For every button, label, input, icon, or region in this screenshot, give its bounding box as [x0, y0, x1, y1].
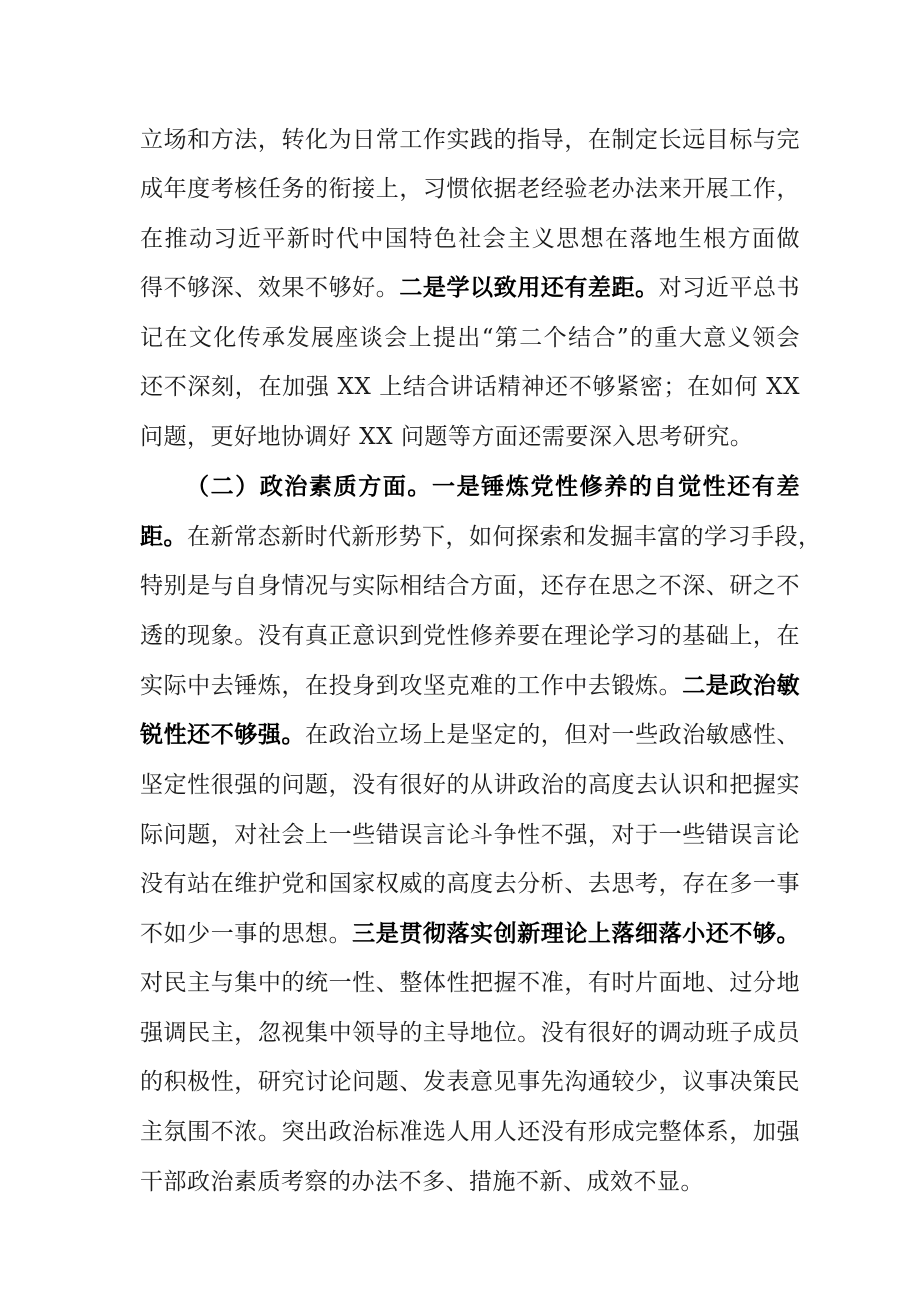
bold-heading-text: 二是政治敏 — [682, 673, 801, 699]
bold-heading-text: 距。 — [140, 524, 187, 550]
text-line — [140, 566, 800, 606]
body-text: 问题，更好地协调好 XX 问题等方面还需要深入思考研究。 — [140, 424, 754, 450]
body-text: 特别是与自身情况与实际相结合方面，还存在思之不深、研之不 — [140, 573, 800, 599]
body-text: 不如少一事的思想。 — [140, 921, 353, 947]
body-text: 还不深刻，在加强 XX 上结合讲话精神还不够紧密；在如何 XX — [140, 374, 800, 400]
body-text: 在推动习近平新时代中国特色社会主义思想在落地生根方面做 — [140, 226, 800, 252]
text-line — [140, 169, 800, 209]
bold-heading-text: 三是贯彻落实创新理论上落细落小还不够。 — [352, 921, 801, 947]
text-line — [186, 467, 800, 507]
body-text: 立场和方法，转化为日常工作实践的指导，在制定长远目标与完 — [140, 127, 800, 153]
body-text: 干部政治素质考察的办法不多、措施不新、成效不显。 — [140, 1169, 704, 1195]
text-line — [140, 715, 800, 755]
text-line — [140, 318, 800, 358]
text-line — [140, 517, 822, 557]
body-text: 对民主与集中的统一性、整体性把握不准，有时片面地、过分地 — [140, 970, 800, 996]
bold-heading-text: （二）政治素质方面。一是锤炼党性修养的自觉性还有差 — [186, 474, 800, 500]
text-line — [140, 616, 800, 656]
text-line — [140, 914, 800, 954]
body-text: 主氛围不浓。突出政治标准选人用人还没有形成完整体系，加强 — [140, 1119, 800, 1145]
body-text: 的积极性，研究讨论问题、发表意见事先沟通较少，议事决策民 — [140, 1069, 800, 1095]
body-text: 成年度考核任务的衔接上，习惯依据老经验老办法来开展工作， — [140, 176, 800, 202]
body-text: 际问题，对社会上一些错误言论斗争性不强，对于一些错误言论 — [140, 822, 800, 848]
text-line — [140, 963, 800, 1003]
text-line — [140, 1112, 800, 1152]
text-line — [140, 367, 800, 407]
body-text: 透的现象。没有真正意识到党性修养要在理论学习的基础上，在 — [140, 623, 800, 649]
text-line — [140, 268, 800, 308]
body-text: 坚定性很强的问题，没有很好的从讲政治的高度去认识和把握实 — [140, 772, 800, 798]
text-line — [140, 1162, 800, 1202]
body-text: 没有站在维护党和国家权威的高度去分析、去思考，存在多一事 — [140, 871, 800, 897]
text-line — [140, 120, 800, 160]
body-text: 在新常态新时代新形势下，如何探索和发掘丰富的学习手段， — [187, 524, 822, 550]
body-text: 在政治立场上是坚定的，但对一些政治敏感性、 — [305, 722, 801, 748]
text-line — [140, 666, 800, 706]
body-text: 对习近平总书 — [658, 275, 801, 301]
text-line — [140, 1062, 800, 1102]
bold-heading-text: 锐性还不够强。 — [140, 722, 306, 748]
body-text: 强调民主，忽视集中领导的主导地位。没有很好的调动班子成员 — [140, 1020, 800, 1046]
text-line — [140, 864, 800, 904]
bold-heading-text: 二是学以致用还有差距。 — [399, 275, 659, 301]
text-line — [140, 417, 800, 457]
body-text: 实际中去锤炼，在投身到攻坚克难的工作中去锻炼。 — [140, 673, 683, 699]
text-line — [140, 815, 800, 855]
text-line — [140, 1013, 800, 1053]
body-text: 得不够深、效果不够好。 — [140, 275, 400, 301]
text-line — [140, 765, 800, 805]
body-text: 记在文化传承发展座谈会上提出“第二个结合”的重大意义领会 — [140, 325, 800, 351]
text-line — [140, 219, 800, 259]
